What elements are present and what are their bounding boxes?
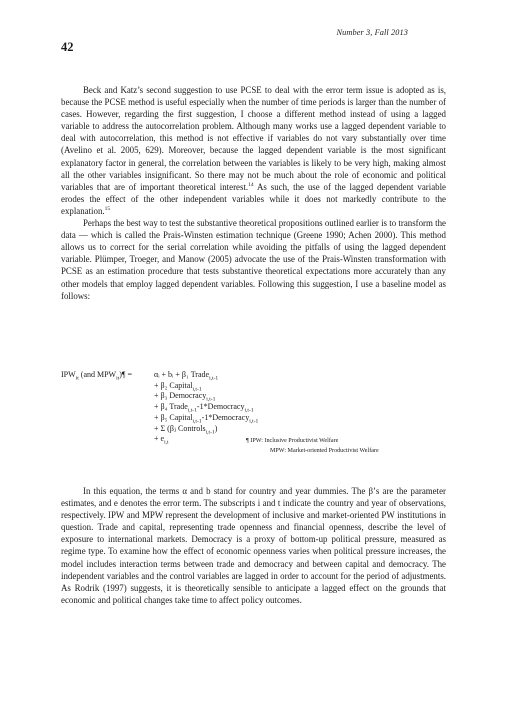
equation-term-4: + β₄ Trade$_{i,t-1}$-1*Democracy$_{i,t-1}$ [154, 402, 254, 414]
body-text-top [61, 84, 446, 302]
baseline-equation [61, 370, 451, 445]
body-text-bottom [61, 485, 446, 606]
footnote-ref-15: 15 [104, 205, 111, 212]
note-ipw: ¶ IPW: Inclusive Productivist Welfare [246, 438, 339, 444]
equation-term-1: αᵢ + bᵢ + β₁ Trade$_{i,t-1}$ [154, 370, 219, 382]
equation-term-7: + $e_{i,t}$ [154, 434, 169, 446]
footnote-ref-14: 14 [248, 181, 254, 188]
equation-lhs: $IPW_{it}$ (and $MPW_{it})\P$ = [61, 370, 133, 382]
paragraph-1-text: Beck and Katz’s second suggestion to use PCSE to deal with the error term issue is adopted as is, because the PCSE method is useful especially when the number of time periods is larger than the number of cases. However, regarding the first suggestion, I choose a different method instead of using a lagged variable to address the autocorrelation problem. Although many works use a lagged dependent variable to deal with autocorrelation, this method is not effective if variables do not vary substantially over time (Avelino et al. 2005, 629). Moreover, because the lagged dependent variable is the most significant explanatory factor in general, the correlation between the variables is likely to be very high, making almost all the other variables insignificant. So there may not be much about the role of economic and political variables that are of important theoretical interest. [61, 85, 446, 192]
paragraph-2: Perhaps the best way to test the substantive theoretical propositions outlined earlier is to transform the data — which is called the Prais-Winsten estimation technique (Greene 1990; Achen 2000). This method allows us to correct for the serial correlation while avoiding the pitfalls of using the lagged dependent variable. Plümper, Troeger, and Manow (2005) advocate the use of the Prais-Winsten transformation with PCSE as an estimation procedure that tests substantive theoretical expectations more accurately than any other models that employ lagged dependent variables. Following this suggestion, I use a baseline model as follows: [61, 218, 446, 301]
note-mpw: MPW: Market-oriented Productivist Welfare [270, 447, 379, 454]
equation-notes [246, 437, 379, 456]
equation-term-6: + Σ (βⱼ Controls$_{i,t-1}$) [154, 423, 218, 436]
page-number: 42 [61, 40, 74, 54]
paragraph-1-continued: As such, the use of the lagged dependent variable erodes the effect of the other independent variables while it does not markedly contribute to the explanation. [61, 181, 446, 216]
equation-term-3: + β₃ Democracy$_{i,t-1}$ [154, 391, 216, 403]
journal-issue-header: Number 3, Fall 2013 [336, 28, 408, 37]
paragraph-3: In this equation, the terms α and b stand for country and year dummies. The β’s are the parameter estimates, and e denotes the error term. The subscripts i and t indicate the country and year of observations, respectively. IPW and MPW represent the development of inclusive and market-oriented PW institutions in question. Trade and capital, representing trade openness and financial openness, describe the level of exposure to international markets. Democracy is a proxy of bottom-up political pressure, measured as regime type. To examine how the effect of economic openness varies when political pressure increases, the model includes interaction terms between trade and democracy and between capital and democracy. The independent variables and the control variables are lagged in order to account for the period of adjustments. As Rodrik (1997) suggests, it is theoretically sensible to anticipate a lagged effect on the grounds that economic and political changes take time to affect policy outcomes. [61, 486, 446, 605]
equation-row-1 [61, 370, 451, 381]
equation-term-5: + β₅ Capital$_{i,t-1}$-1*Democracy$_{i,t-1}$ [154, 412, 259, 425]
equation-term-2: + β₂ Capital$_{i,t-1}$ [154, 380, 202, 393]
paragraph-1 [61, 84, 446, 217]
